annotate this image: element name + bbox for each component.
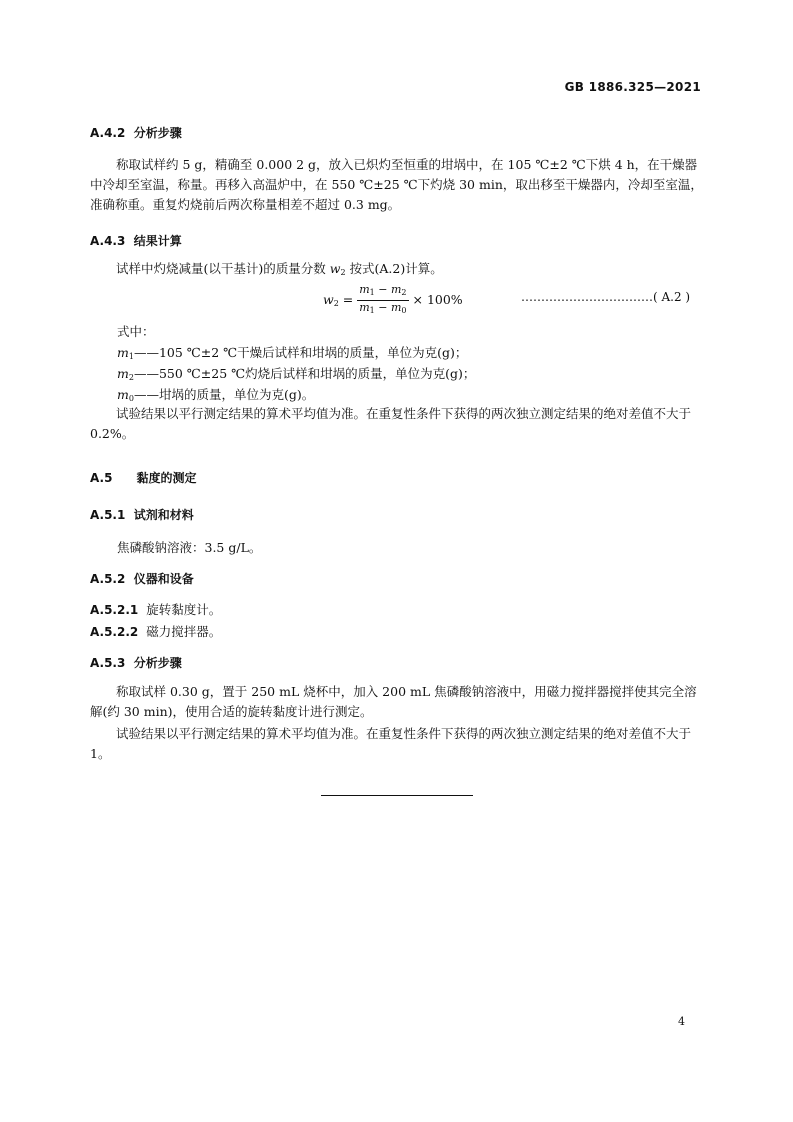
- formula-reference: ……………………………( A.2 ): [521, 290, 691, 304]
- paragraph-a43-result: 试验结果以平行测定结果的算术平均值为准。在重复性条件下获得的两次独立测定结果的绝对差值不大于 0.2%。: [90, 406, 692, 441]
- definition-m2: $m_2——550$ ℃±25 ℃灼烧后试样和坩埚的质量，单位为克(g)；: [117, 366, 476, 382]
- section-title: 黏度的测定: [136, 471, 197, 485]
- paragraph-a43: [90, 259, 704, 283]
- text-run: 试样中灼烧减量(以干基计)的质量分数: [116, 261, 330, 276]
- section-number: A.5: [90, 471, 113, 485]
- paragraph-a42: 称取试样约 5 g，精确至 0.000 2 g，放入已炽灼至恒重的坩埚中，在 105 ℃±2 ℃下烘 4 h，在干燥器中冷却至室温，称量。再移入高温炉中，在 550 ℃±25 ℃下灼烧 30 min，取出移至干燥器内，冷却至室温，准确称重。重复灼烧前后两次称量相差不超过 0.3 mg。: [90, 157, 703, 212]
- formula-fraction: [357, 283, 408, 318]
- text-run: 按式(A.2)计算。: [345, 261, 443, 276]
- variable-subscript: 2: [340, 268, 346, 277]
- fraction-denominator: $m_1 - m_0$: [359, 301, 407, 315]
- section-number: A.5.1: [90, 508, 126, 522]
- definition-m1: $m_1——105$ ℃±2 ℃干燥后试样和坩埚的质量，单位为克(g)；: [117, 345, 468, 361]
- where-label: 式中：: [117, 324, 155, 339]
- section-title: 仪器和设备: [133, 572, 194, 586]
- formula-subscript: 2: [333, 299, 339, 308]
- definition-m0: $m_0——$坩埚的质量，单位为克(g)。: [117, 387, 315, 403]
- section-heading-a51: [90, 506, 194, 523]
- section-title: 分析步骤: [133, 656, 182, 670]
- paragraph-a51: 焦磷酸钠溶液：3.5 g/L。: [117, 540, 262, 555]
- section-heading-a43: [90, 232, 182, 249]
- variable: w: [329, 261, 341, 276]
- fraction-numerator: $m_1 - m_2$: [357, 283, 408, 301]
- page-number: 4: [678, 1015, 685, 1028]
- paragraph-a53: 称取试样 0.30 g，置于 250 mL 烧杯中，加入 200 mL 焦磷酸钠溶液中，用磁力搅拌器搅拌使其完全溶解(约 30 min)，使用合适的旋转黏度计进行测定。: [90, 684, 697, 719]
- item-a522: A.5.2.2 磁力搅拌器。: [90, 624, 222, 639]
- paragraph-a53-result: 试验结果以平行测定结果的算术平均值为准。在重复性条件下获得的两次独立测定结果的绝对差值不大于 1。: [90, 726, 692, 761]
- formula-variable: w: [323, 292, 334, 307]
- end-rule: [321, 795, 473, 796]
- section-heading-a53: [90, 654, 182, 671]
- section-number: A.5.3: [90, 656, 126, 670]
- formula-times-100: × 100%: [412, 292, 463, 307]
- standard-number-header: GB 1886.325—2021: [564, 80, 701, 94]
- section-title: 分析步骤: [133, 126, 182, 140]
- section-heading-a52: [90, 570, 194, 587]
- section-title: 结果计算: [133, 234, 182, 248]
- section-title: 试剂和材料: [133, 508, 194, 522]
- section-heading-a42: [90, 124, 182, 141]
- section-heading-a5: [90, 469, 197, 486]
- section-number: A.4.3: [90, 234, 126, 248]
- section-number: A.5.2: [90, 572, 126, 586]
- formula-equals: =: [338, 292, 354, 307]
- item-a521: A.5.2.1 旋转黏度计。: [90, 602, 222, 617]
- formula-a2: [323, 283, 463, 318]
- section-number: A.4.2: [90, 126, 126, 140]
